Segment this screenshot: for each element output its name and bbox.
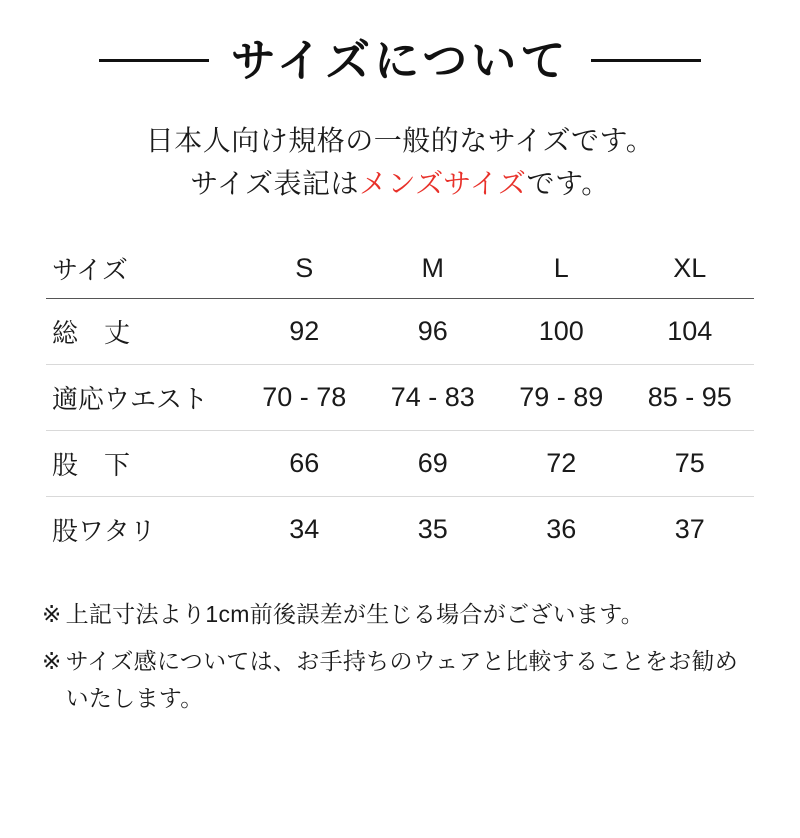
size-table-wrapper — [46, 240, 754, 562]
column-header-size: サイズ — [52, 255, 128, 286]
row-label-inseam: 股 下 — [52, 449, 131, 480]
column-header-xl: XL — [673, 253, 707, 284]
note-item — [42, 643, 758, 718]
row-label-thigh: 股ワタリ — [52, 515, 156, 546]
note-text-1: 上記寸法より1cm前後誤差が生じる場合がございます。 — [65, 600, 644, 627]
cell-waist-m: 74 - 83 — [390, 381, 475, 412]
note-text-2: サイズ感については、お手持ちのウェアと比較することをお勧めいたします。 — [65, 648, 739, 712]
note-mark-icon: ※ — [42, 600, 62, 627]
page-title-row — [0, 35, 800, 86]
title-rule-left — [99, 59, 209, 62]
intro-line-2-prefix: サイズ表記は — [190, 168, 360, 200]
cell-inseam-l: 72 — [546, 447, 577, 478]
cell-total-length-s: 92 — [289, 315, 320, 346]
size-chart-page — [0, 35, 800, 838]
table-row — [46, 298, 754, 364]
intro-line-2-accent: メンズサイズ — [359, 168, 527, 200]
table-row — [46, 496, 754, 562]
cell-thigh-l: 36 — [546, 513, 577, 544]
column-header-m: M — [421, 253, 444, 284]
notes-block — [42, 596, 758, 718]
note-mark-icon: ※ — [42, 648, 62, 675]
cell-total-length-m: 96 — [417, 315, 448, 346]
cell-thigh-s: 34 — [289, 513, 320, 544]
title-rule-right — [591, 59, 701, 62]
intro-line-2 — [0, 162, 800, 205]
intro-text-block — [0, 119, 800, 206]
cell-inseam-m: 69 — [417, 447, 448, 478]
cell-total-length-xl: 104 — [667, 315, 713, 346]
cell-inseam-xl: 75 — [674, 447, 705, 478]
cell-waist-xl: 85 - 95 — [647, 381, 732, 412]
cell-total-length-l: 100 — [538, 315, 584, 346]
note-item — [42, 596, 758, 633]
cell-waist-s: 70 - 78 — [262, 381, 347, 412]
cell-waist-l: 79 - 89 — [519, 381, 604, 412]
intro-line-1: 日本人向け規格の一般的なサイズです。 — [145, 125, 655, 156]
row-label-total-length: 総 丈 — [52, 317, 131, 348]
row-label-waist: 適応ウエスト — [52, 383, 209, 414]
size-table — [46, 240, 754, 562]
table-row — [46, 364, 754, 430]
table-header-row — [46, 240, 754, 299]
page-title: サイズについて — [230, 35, 570, 86]
table-row — [46, 430, 754, 496]
size-table-body — [46, 298, 754, 562]
column-header-s: S — [295, 253, 314, 284]
cell-thigh-xl: 37 — [674, 513, 705, 544]
cell-inseam-s: 66 — [289, 447, 320, 478]
cell-thigh-m: 35 — [417, 513, 448, 544]
column-header-l: L — [553, 253, 569, 284]
size-table-head — [46, 240, 754, 299]
intro-line-2-suffix: です。 — [526, 168, 610, 200]
